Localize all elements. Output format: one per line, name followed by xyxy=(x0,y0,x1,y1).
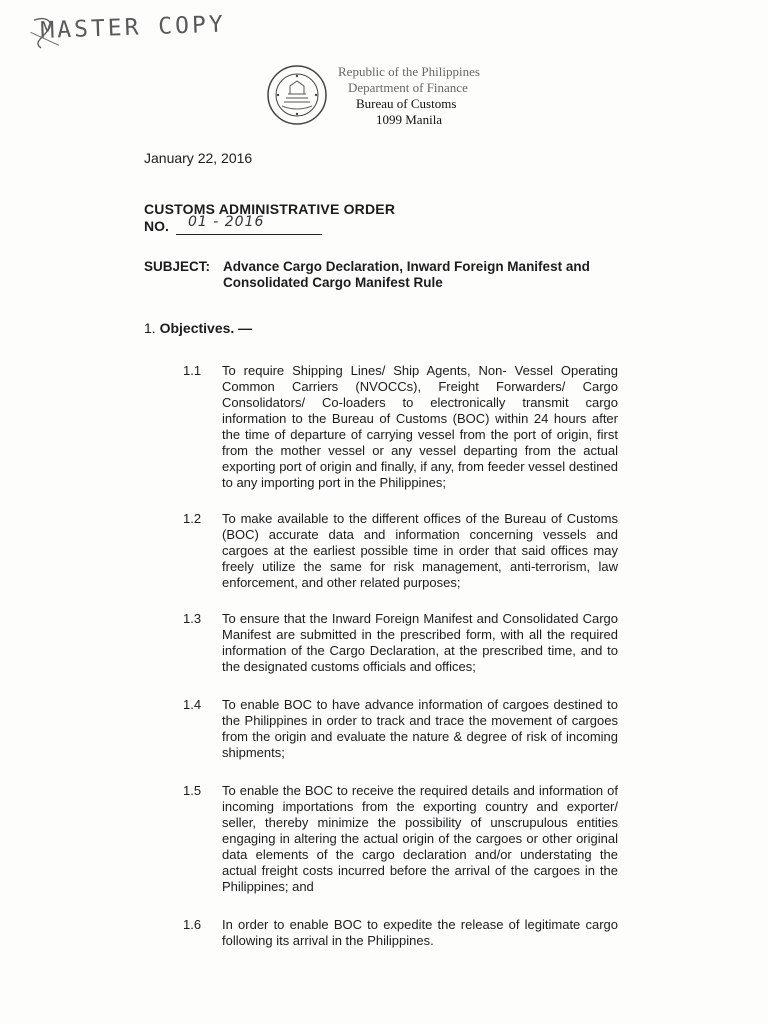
item-number: 1.1 xyxy=(183,363,202,378)
section-heading xyxy=(144,320,252,336)
bureau-of-customs-seal-icon xyxy=(266,64,328,126)
order-title: CUSTOMS ADMINISTRATIVE ORDER xyxy=(144,201,396,217)
item-number: 1.3 xyxy=(183,611,202,626)
document-date: January 22, 2016 xyxy=(144,150,253,166)
item-number: 1.4 xyxy=(183,697,202,712)
section-title: Objectives. — xyxy=(159,320,253,336)
stamp-scribble-icon xyxy=(28,11,69,52)
item-number: 1.2 xyxy=(183,511,202,526)
letterhead-republic: Republic of the Philippines xyxy=(338,64,480,79)
letterhead xyxy=(338,64,480,128)
letterhead-department: Department of Finance xyxy=(348,80,468,95)
item-text: To require Shipping Lines/ Ship Agents, Non- Vessel Operating Common Carriers (NVOCCs), Freight Forwarders/ Cargo Consolidators/ Co-loaders to electronically transmit cargo information to the Bureau of Customs (BOC) within 24 hours after the time of departure of carrying vessel from the port of origin, first from the mother vessel or any vessel departing from the actual exporting port of origin and finally, if any, from feeder vessel destined to any importing port in the Philippines; xyxy=(222,363,618,490)
item-number: 1.6 xyxy=(183,917,202,932)
item-text: In order to enable BOC to expedite the release of legitimate cargo following its arrival in the Philippines. xyxy=(222,917,618,948)
order-number-value: 01 - 2016 xyxy=(188,214,265,230)
subject-text: Advance Cargo Declaration, Inward Foreign Manifest and Consolidated Cargo Manifest Rule xyxy=(223,259,590,290)
item-text: To ensure that the Inward Foreign Manifest and Consolidated Cargo Manifest are submitted in the prescribed form, with all the required information of the Cargo Declaration, at the prescribed time, and to the designated customs officials and offices; xyxy=(222,611,618,674)
master-copy-stamp xyxy=(40,12,226,44)
item-text: To make available to the different offices of the Bureau of Customs (BOC) accurate data and information concerning vessels and cargoes at the earliest possible time in order that said offices may freely utilize the same for risk management, anti-terrorism, law enforcement, and other related purposes; xyxy=(222,511,618,590)
letterhead-city: 1099 Manila xyxy=(376,112,443,127)
item-number: 1.5 xyxy=(183,783,202,798)
order-number-label: NO. xyxy=(144,218,169,234)
item-text: To enable the BOC to receive the required details and information of incoming importations from the exporting country and exporter/ seller, thereby minimize the possibility of unscrupulous entities engaging in altering the actual origin of the cargoes or other original data elements of the cargo declaration and/or understating the actual freight costs incurred before the arrival of the cargoes in the Philippines; and xyxy=(222,783,618,894)
item-text: To enable BOC to have advance information of cargoes destined to the Philippines in order to track and trace the movement of cargoes from the origin and evaluate the nature & degree of risk of incoming shipments; xyxy=(222,697,618,760)
subject-label: SUBJECT: xyxy=(144,259,211,274)
section-number: 1. xyxy=(144,320,156,336)
stamp-text: MASTER COPY xyxy=(40,11,227,44)
letterhead-bureau: Bureau of Customs xyxy=(356,96,457,111)
